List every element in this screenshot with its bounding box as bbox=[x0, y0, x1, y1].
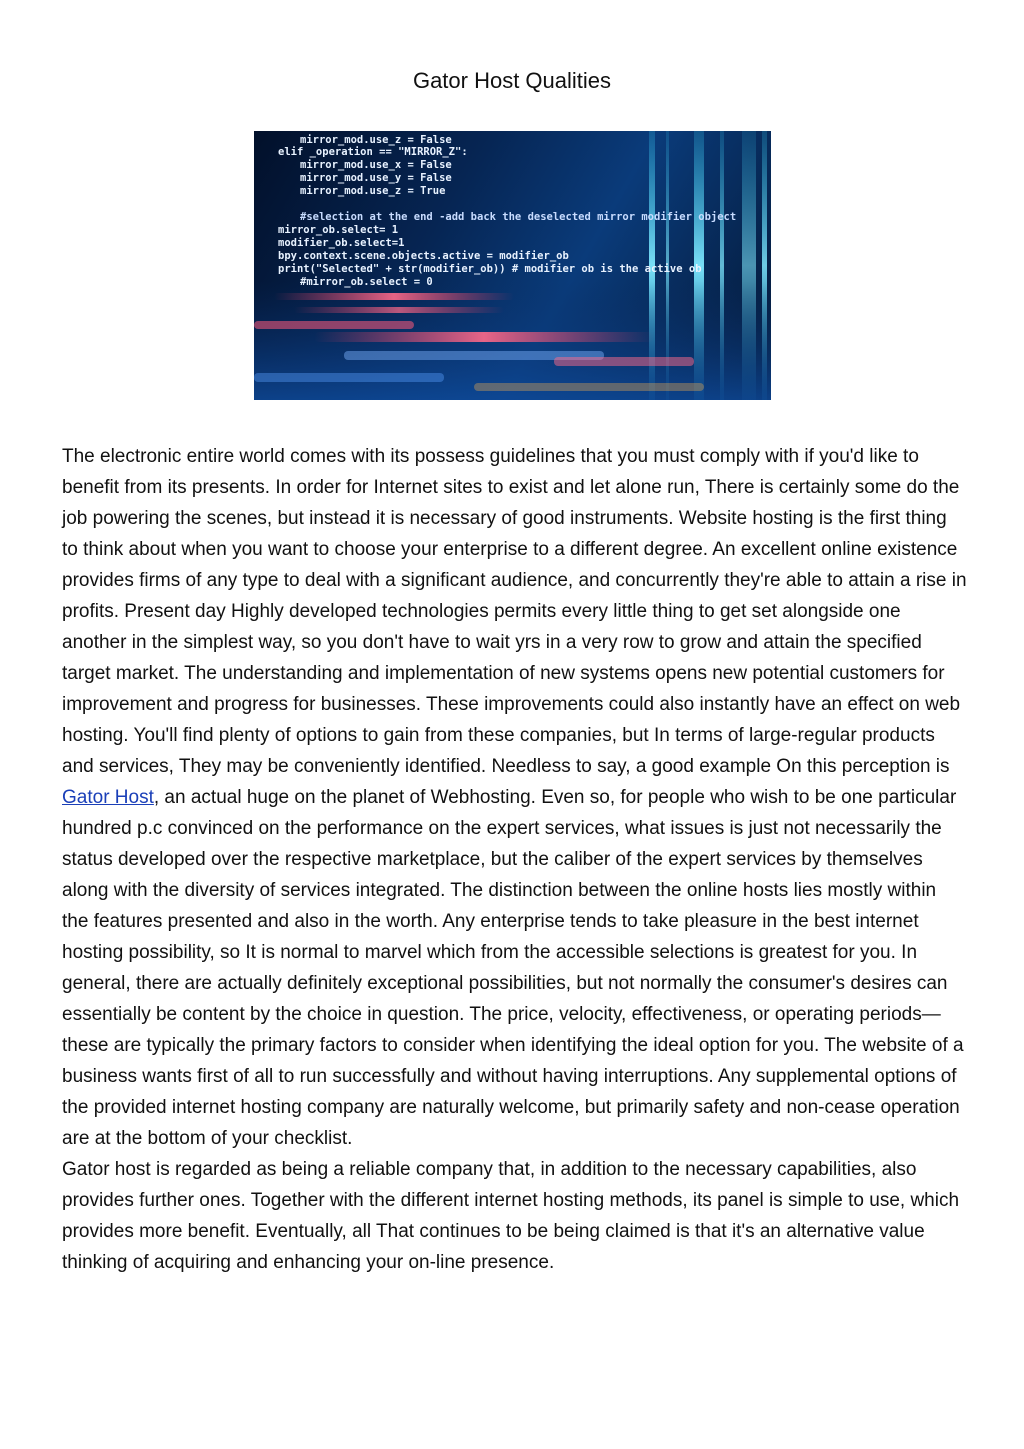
gator-host-link[interactable]: Gator Host bbox=[62, 787, 154, 808]
code-line: mirror_mod.use_z = False bbox=[300, 134, 452, 146]
code-line: #mirror_ob.select = 0 bbox=[300, 276, 433, 288]
paragraph-text: , an actual huge on the planet of Webhosting. Even so, for people who wish to be one particular hundred p.c convinced on the performance on the expert services, what issues is just not necessarily the status developed over the respective marketplace, but the caliber of the expert services by themselves along with the diversity of services integrated. The distinction between the online hosts lies mostly within the features presented and also in the worth. Any enterprise tends to take pleasure in the best internet hosting possibility, so It is normal to marvel which from the accessible selections is greatest for you. In general, there are actually definitely exceptional possibilities, but not normally the consumer's desires can essentially be content by the choice in question. The price, velocity, effectiveness, or operating periods—these are typically the primary factors to consider when identifying the ideal option for you. The website of a business wants first of all to run successfully and without having interruptions. Any supplemental options of the provided internet hosting company are naturally welcome, but primarily safety and non-cease operation are at the bottom of your checklist. bbox=[62, 787, 964, 1149]
code-line: elif _operation == "MIRROR_Z": bbox=[278, 146, 468, 158]
code-line: bpy.context.scene.objects.active = modifier_ob bbox=[278, 250, 569, 262]
code-screen-graphic bbox=[254, 131, 771, 400]
code-line: mirror_mod.use_x = False bbox=[300, 159, 452, 171]
article-paragraph: Gator host is regarded as being a reliable company that, in addition to the necessary capabilities, also provides further ones. Together with the different internet hosting methods, its panel is simple to use, which provides more benefit. Eventually, all That continues to be being claimed is that it's an alternative value thinking of acquiring and enhancing your on-line presence. bbox=[62, 1159, 960, 1273]
code-line: print("Selected" + str(modifier_ob)) # modifier ob is the active ob bbox=[278, 263, 702, 275]
code-line: modifier_ob.select=1 bbox=[278, 237, 405, 249]
paragraph-text: The electronic entire world comes with its possess guidelines that you must comply with if you'd like to benefit from its presents. In order for Internet sites to exist and let alone run, There is certainly some do the job powering the scenes, but instead it is necessary of good instruments. Website hosting is the first thing to think about when you want to choose your enterprise to a different degree. An excellent online existence provides firms of any type to deal with a significant audience, and concurrently they're able to attain a rise in profits. Present day Highly developed technologies permits every little thing to get set alongside one another in the simplest way, so you don't have to wait yrs in a very row to grow and attain the specified target market. The understanding and implementation of new systems opens new potential customers for improvement and progress for businesses. These improvements could also instantly have an effect on web hosting. You'll find plenty of options to gain from these companies, but In terms of large-regular products and services, They may be conveniently identified. Needless to say, a good example On this perception is bbox=[62, 446, 967, 777]
code-line: mirror_mod.use_z = True bbox=[300, 185, 446, 197]
code-line: mirror_ob.select= 1 bbox=[278, 224, 399, 236]
article-paragraph bbox=[62, 441, 967, 1154]
article-body bbox=[62, 441, 967, 1278]
code-screen-image bbox=[254, 131, 771, 400]
code-line: #selection at the end -add back the deselected mirror modifier object bbox=[300, 211, 737, 223]
code-line: mirror_mod.use_y = False bbox=[300, 172, 452, 184]
page-title: Gator Host Qualities bbox=[412, 68, 612, 93]
